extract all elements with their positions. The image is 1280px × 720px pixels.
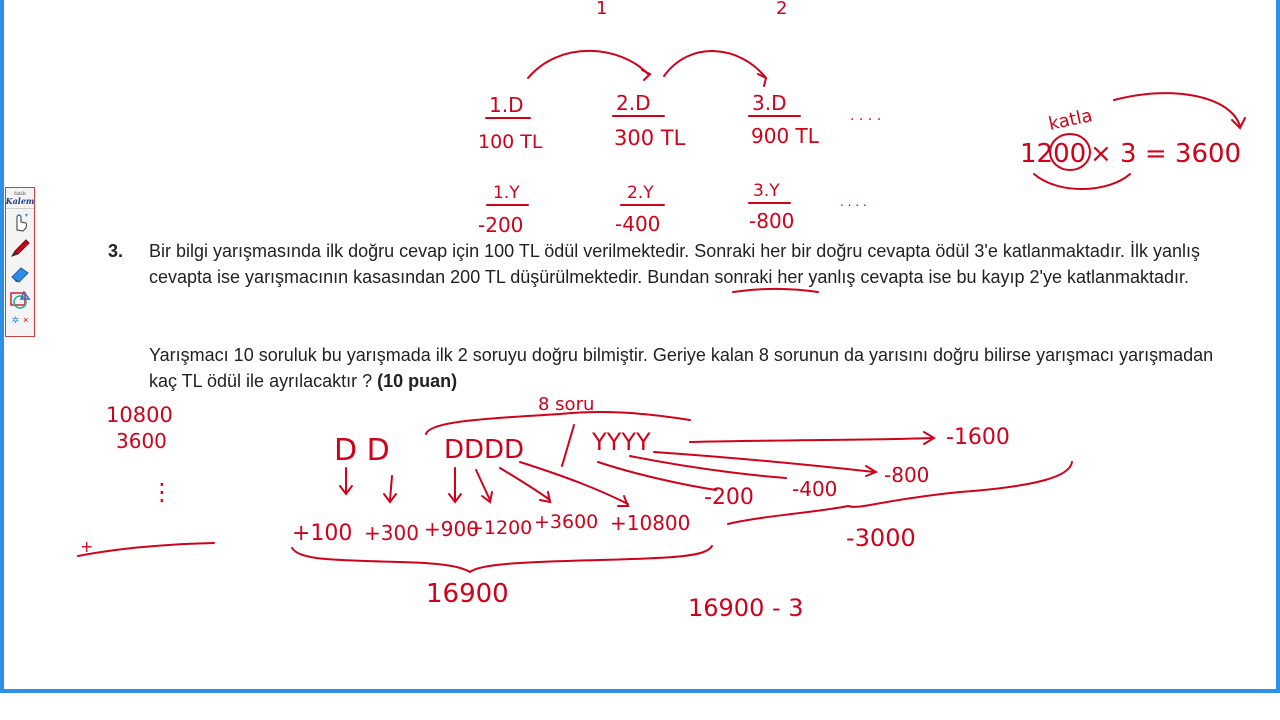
ink-arrow-y — [598, 462, 716, 490]
question-text-part1: Bir bilgi yarışmasında ilk doğru cevap için 100 TL ödül verilmektedir. Sonraki her bir doğru cevapta ödül 3'e katlanmaktadır. İlk yanlış cevapta ise yarışmacının kasasından — [149, 241, 1200, 287]
question-text-part2: düşürülmektedir. Bundan sonraki her yanlış cevapta ise bu kayıp 2'ye katlanmaktadır. — [505, 267, 1190, 287]
ink-wrong-label-3: 3.Y — [753, 181, 780, 201]
ink-correct-label-2: 2.D — [616, 91, 651, 115]
pointer-hand-icon[interactable] — [7, 209, 33, 235]
ink-correct-value-3: 900 TL — [751, 124, 819, 148]
ink-gain-3: +900 — [424, 517, 479, 541]
fatih-kalem-logo — [6, 188, 34, 209]
ink-dots: . . . . — [850, 108, 882, 124]
ink-loss-1: -200 — [704, 485, 754, 510]
ink-arrow-y — [654, 452, 876, 476]
ink-mult-rest: × 3 = 3600 — [1090, 139, 1242, 169]
ink-arrow-y — [630, 456, 786, 478]
ink-arrow-diag — [520, 462, 628, 506]
ink-slash — [562, 425, 574, 466]
ink-side-plus: + — [80, 537, 94, 556]
ink-katla: katla — [1046, 105, 1095, 135]
ink-eight-questions: 8 soru — [538, 394, 595, 415]
ink-side-dots: ⋮ — [150, 478, 174, 506]
ink-gain-4: +1200 — [468, 517, 533, 539]
ink-wrong-label-1: 1.Y — [493, 183, 520, 203]
ink-arrow-down — [340, 468, 352, 494]
close-icon[interactable]: × — [23, 315, 29, 325]
ink-wrong-label-2: 2.Y — [627, 183, 654, 203]
question-paragraph-2 — [149, 342, 1229, 394]
ink-wrong-value-2: -400 — [615, 212, 661, 236]
shapes-icon[interactable] — [7, 287, 33, 313]
ink-arrow-diag — [500, 468, 550, 502]
ink-arc-2 — [664, 51, 766, 78]
toolbar-bottom-controls — [12, 315, 29, 326]
ink-gain-1: +100 — [292, 521, 353, 546]
ink-arrow-down — [449, 468, 461, 502]
ink-side-line — [78, 543, 214, 556]
pen-toolbar — [5, 187, 35, 337]
question-text-2: Yarışmacı 10 soruluk bu yarışmada ilk 2 soruyu doğru bilmiştir. Geriye kalan 8 sorunun da yarısını doğru bilirse yarışmacı yarışmadan kaç TL ödül ile ayrılacaktır ? — [149, 345, 1214, 391]
ink-arrowhead-1 — [642, 70, 650, 80]
ink-side-3600: 3600 — [116, 429, 167, 453]
ink-correct-label-3: 3.D — [752, 91, 787, 115]
ink-loss-4: -1600 — [946, 425, 1010, 450]
ink-gain-2: +300 — [364, 521, 419, 545]
ink-arc-1 — [528, 51, 648, 78]
question-points: (10 puan) — [377, 371, 458, 391]
ink-total-gain: 16900 — [426, 579, 509, 609]
ink-correct-label-1: 1.D — [489, 93, 524, 117]
ink-underswoop — [1034, 174, 1130, 189]
ink-total-loss: -3000 — [846, 524, 916, 552]
ink-top-number-2: 2 — [776, 0, 788, 19]
ink-mult-1200: 1200 — [1020, 139, 1087, 169]
ink-correct-value-2: 300 TL — [614, 126, 686, 150]
ink-top-number-1: 1 — [596, 0, 608, 19]
question-paragraph-1 — [149, 238, 1229, 290]
pen-icon[interactable] — [7, 235, 33, 261]
ink-arrow-down — [476, 470, 492, 502]
ink-seq-dddd: DDDD — [444, 435, 525, 465]
ink-arrow-y — [690, 432, 934, 444]
ink-correct-value-1: 100 TL — [478, 131, 543, 153]
ink-wrong-value-1: -200 — [478, 213, 524, 237]
ink-final-expression: 16900 - 3 — [688, 594, 804, 622]
settings-icon[interactable]: ✲ — [11, 315, 20, 325]
ink-seq-dd: D D — [334, 433, 390, 468]
ink-loss-2: -400 — [792, 477, 838, 501]
ink-brace-gain — [292, 546, 712, 572]
ink-loss-3: -800 — [884, 463, 930, 487]
ink-dots-2: . . . . — [840, 195, 867, 209]
ink-wrong-value-3: -800 — [749, 209, 795, 233]
ink-arrow-down — [384, 476, 396, 502]
logo-big-text: Kalem — [5, 195, 35, 206]
ink-gain-6: +10800 — [610, 511, 691, 535]
ink-katla-arrow — [1114, 93, 1240, 126]
ink-seq-yyyy: YYYY — [592, 428, 651, 456]
ink-gain-5: +3600 — [534, 511, 599, 533]
ink-side-10800: 10800 — [106, 403, 173, 427]
logo-small-text: fatih — [14, 190, 26, 197]
question-text-underlined: 200 TL — [450, 267, 506, 287]
eraser-icon[interactable] — [7, 261, 33, 287]
question-number: 3. — [108, 241, 124, 261]
